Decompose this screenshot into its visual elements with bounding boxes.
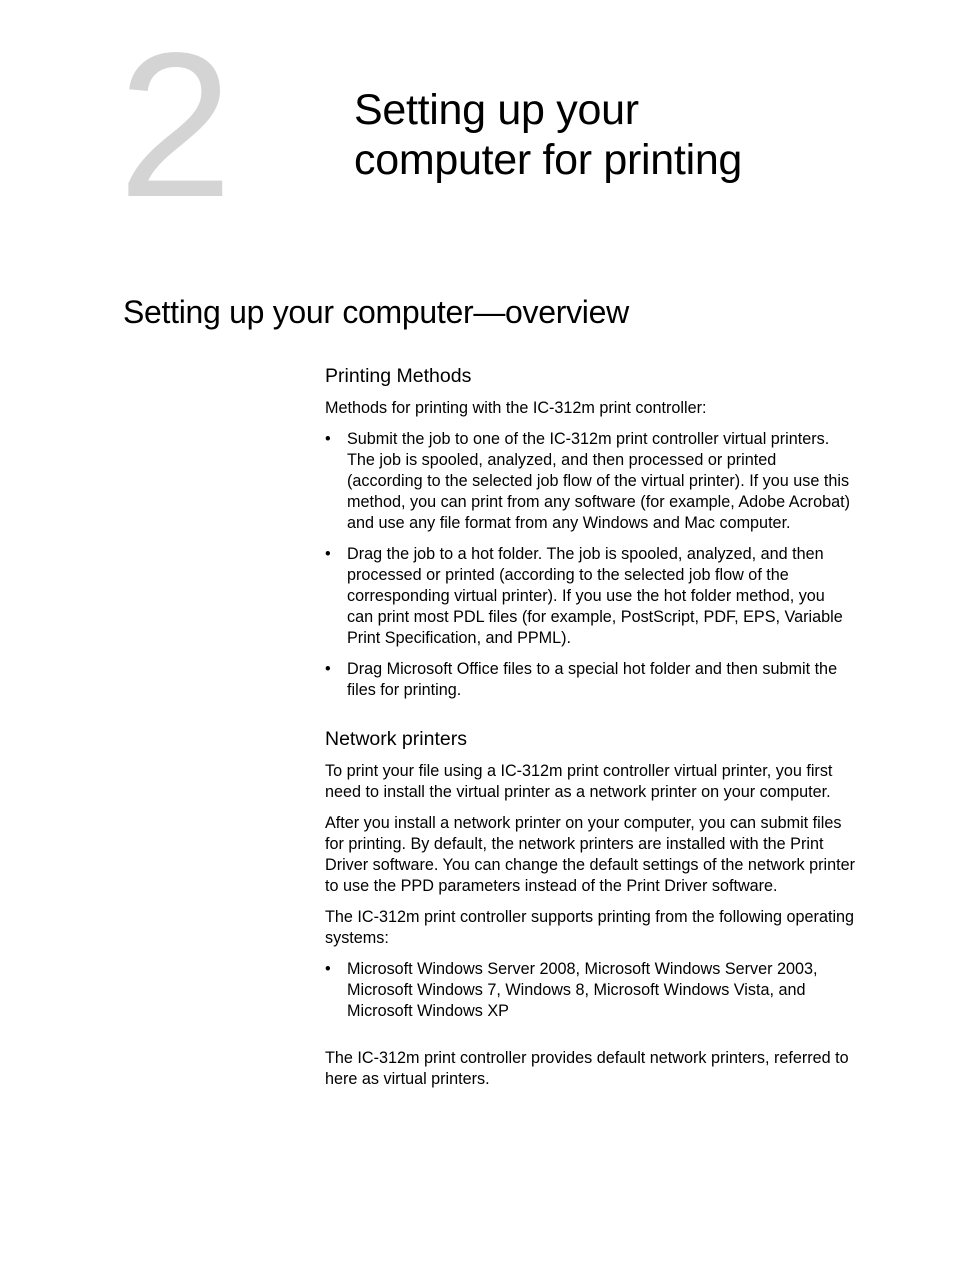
chapter-title-line-2: computer for printing [354, 136, 743, 184]
bullet-icon: • [325, 960, 331, 978]
network-printers-para-1: To print your file using a IC-312m print controller virtual printer, you first need to install the virtual printer as a network printer on your computer. [325, 762, 833, 801]
section-title: Setting up your computer—overview [123, 294, 629, 330]
list-item [325, 429, 855, 534]
list-item [325, 959, 855, 1022]
network-printers-para-3: The IC-312m print controller supports printing from the following operating systems: [325, 908, 855, 947]
network-printers-heading: Network printers [325, 728, 467, 750]
bullet-icon: • [325, 545, 331, 563]
list-item-text: Drag Microsoft Office files to a special hot folder and then submit the files for printing. [347, 660, 838, 699]
chapter-title [354, 85, 742, 185]
list-item [325, 659, 855, 701]
bullet-icon: • [325, 430, 331, 448]
printing-methods-intro: Methods for printing with the IC-312m print controller: [325, 399, 707, 417]
list-item [325, 544, 855, 649]
list-item-text: Submit the job to one of the IC-312m print controller virtual printers. The job is spooled, analyzed, and then processed or printed (according to the selected job flow of the virtual printer). If you use this method, you can print from any software (for example, Adobe Acrobat) and use any file format from any Windows and Mac computer. [347, 430, 850, 532]
bullet-icon: • [325, 660, 331, 678]
printing-methods-heading: Printing Methods [325, 365, 472, 387]
operating-systems-list [325, 959, 855, 1022]
chapter-title-line-1: Setting up your [354, 86, 639, 134]
list-item-text: Microsoft Windows Server 2008, Microsoft Windows Server 2003, Microsoft Windows 7, Windows 8, Microsoft Windows Vista, and Microsoft Windows XP [347, 960, 818, 1020]
network-printers-para-4: The IC-312m print controller provides default network printers, referred to here as virtual printers. [325, 1049, 849, 1088]
chapter-number: 2 [118, 10, 233, 240]
main-content [325, 364, 855, 1100]
network-printers-para-2: After you install a network printer on your computer, you can submit files for printing. By default, the network printers are installed with the Print Driver software. You can change the default settings of the network printer to use the PPD parameters instead of the Print Driver software. [325, 814, 855, 895]
list-item-text: Drag the job to a hot folder. The job is spooled, analyzed, and then processed or printed (according to the selected job flow of the corresponding virtual printer). If you use the hot folder method, you can print most PDL files (for example, PostScript, PDF, EPS, Variable Print Specification, and PPML). [347, 545, 843, 647]
printing-methods-list [325, 429, 855, 701]
